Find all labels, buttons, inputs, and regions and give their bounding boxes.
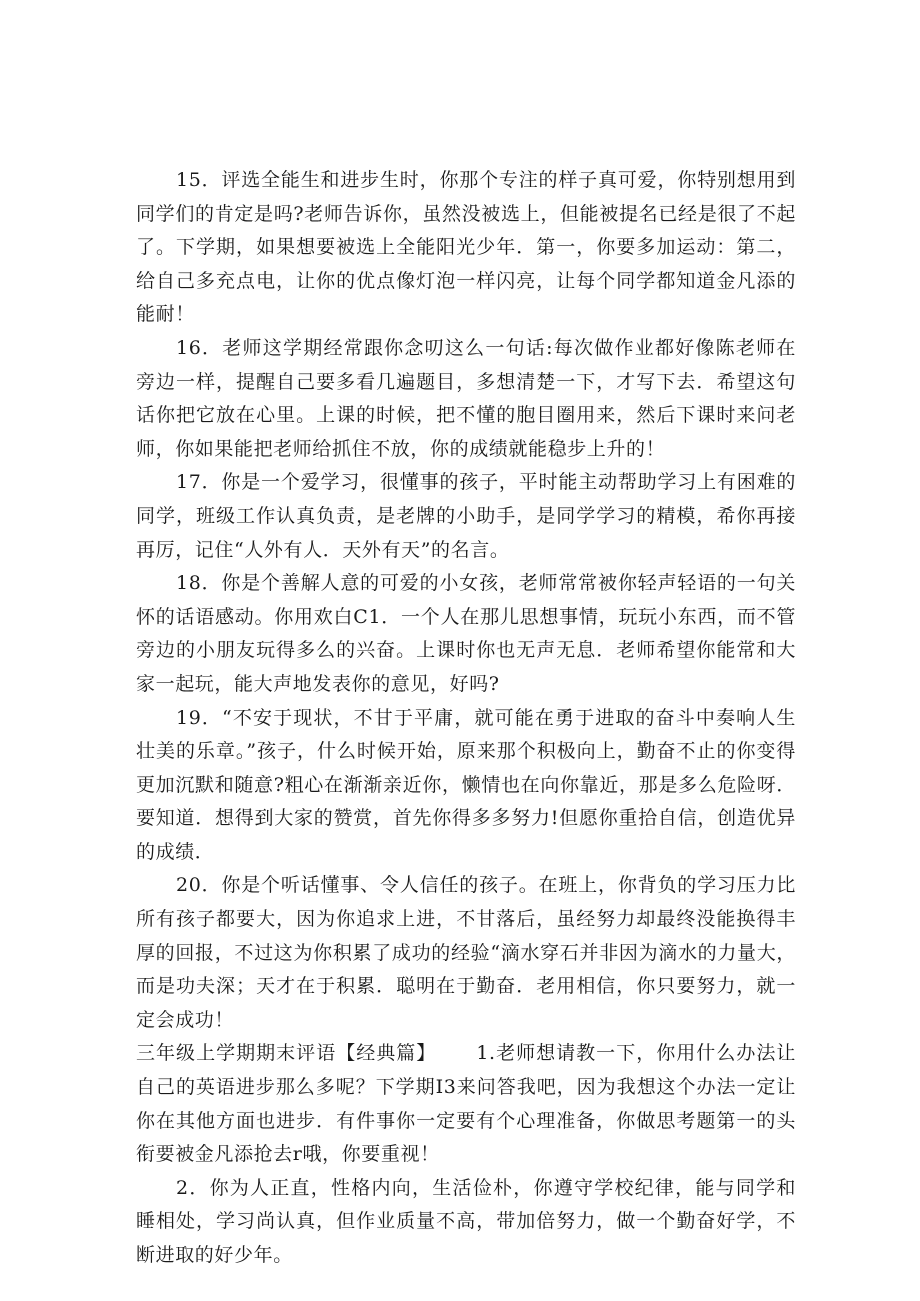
comment-paragraph-17: 17．你是一个爱学习，很懂事的孩子，平时能主动帮助学习上有困难的同学，班级工作认真负责，是老牌的小助手，是同学学习的精模，希你再接再厉，记住“人外有人．天外有天”的名言。 xyxy=(136,471,796,561)
comment-paragraph-18: 18．你是个善解人意的可爱的小女孩，老师常常被你轻声轻语的一句关怀的话语感动。你用欢白C1．一个人在那儿思想事情，玩玩小东西，而不管旁边的小朋友玩得多么的兴奋。上课时你也无声无息．老师希望你能常和大家一起玩，能大声地发表你的意见，好吗? xyxy=(136,572,796,695)
section-paragraph xyxy=(136,1037,796,1171)
comment-paragraph-16: 16．老师这学期经常跟你念叨这么一句话:每次做作业都好像陈老师在旁边一样，提醒自己要多看几遍题目，多想清楚一下，才写下去．希望这句话你把它放在心里。上课的时候，把不懂的胞目圈用来，然后下课时来问老师，你如果能把老师给抓住不放，你的成绩就能稳步上升的！ xyxy=(136,336,796,460)
comment-paragraph-15: 15．评选全能生和进步生时，你那个专注的样子真可爱，你特别想用到同学们的肯定是吗?老师告诉你，虽然没被选上，但能被提名已经是很了不起了。下学期，如果想要被选上全能阳光少年．第一，你要多加运动：第二，给自己多充点电，让你的优点像灯泡一样闪亮，让每个同学都知道金凡添的能耐！ xyxy=(136,169,796,326)
comment-paragraph-2: 2．你为人正直，性格内向，生活俭朴，你遵守学校纪律，能与同学和睡相处，学习尚认真，但作业质量不高，带加倍努力，做一个勤奋好学，不断进取的好少年。 xyxy=(136,1176,796,1266)
comment-paragraph-19: 19．“不安于现状，不甘于平庸，就可能在勇于进取的奋斗中奏响人生壮美的乐章。”孩子，什么时候开始，原来那个积极向上，勤奋不止的你变得更加沉默和随意?粗心在渐渐亲近你，懒情也在向你靠近，那是多么危险呀．要知道．想得到大家的赞赏，首先你得多多努力!但愿你重拾自信，创造优异的成绩． xyxy=(136,706,796,863)
section-heading: 三年级上学期期末评语【经典篇】 xyxy=(136,1042,437,1065)
document-body xyxy=(136,164,796,1273)
section-first-item: 1.老师想请教一下，你用什么办法让自己的英语进步那么多呢？下学期I3来问答我吧，因为我想这个办法一定让你在其他方面也进步．有件事你一定要有个心理准备，你做思考题第一的头衔要被金凡添抢去r哦，你要重视！ xyxy=(136,1042,796,1166)
comment-paragraph-20: 20．你是个听话懂事、令人信任的孩子。在班上，你背负的学习压力比所有孩子都要大，因为你追求上进，不甘落后，虽经努力却最终没能换得丰厚的回报，不过这为你积累了成功的经验“滴水穿石并非因为滴水的力量大，而是功夫深；天才在于积累．聪明在于勤奋．老用相信，你只要努力，就一定会成功！ xyxy=(136,874,796,1031)
